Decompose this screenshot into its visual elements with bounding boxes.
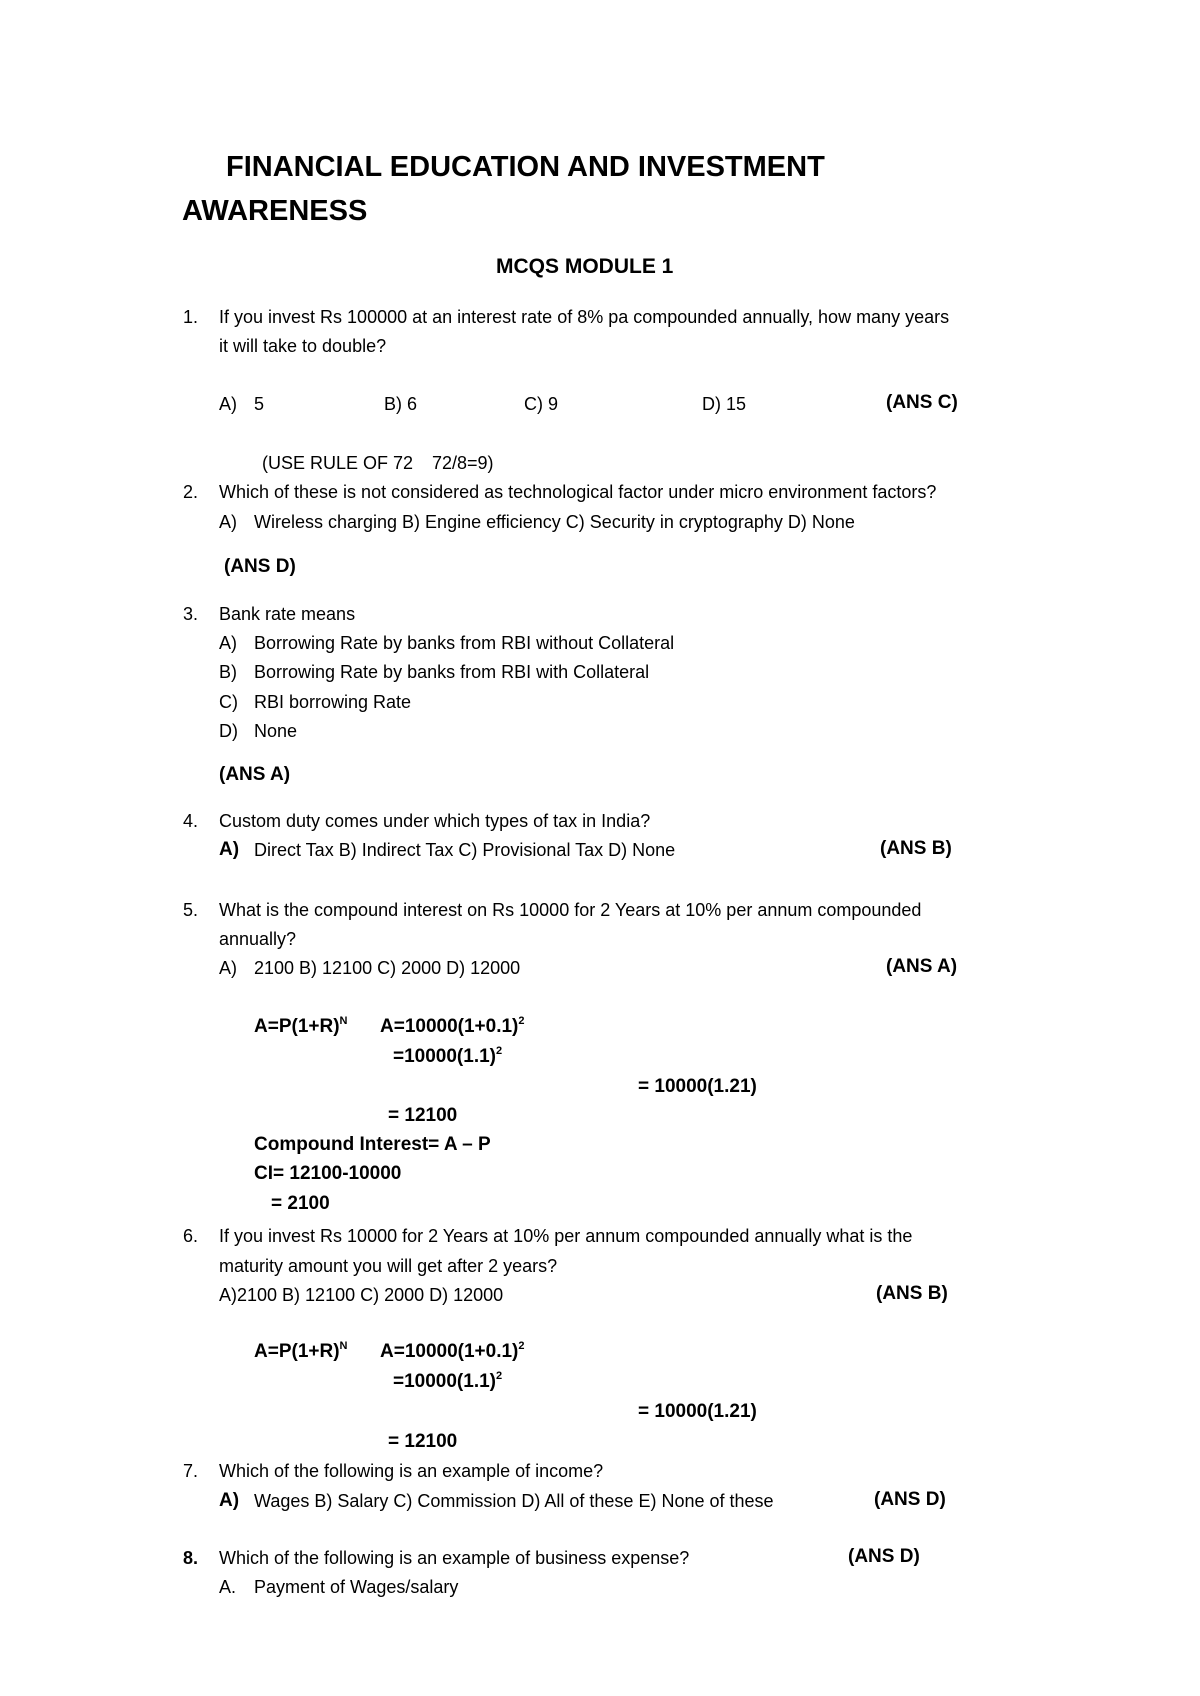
question-text: Custom duty comes under which types of tax in India? xyxy=(219,811,651,831)
hint-text: (USE RULE OF 72 xyxy=(262,453,414,473)
question-text: maturity amount you will get after 2 years? xyxy=(219,1256,558,1276)
option-letter: A) xyxy=(219,512,237,532)
title-line-1: FINANCIAL EDUCATION AND INVESTMENT xyxy=(226,151,825,183)
option-letter: A) xyxy=(219,394,237,414)
question-number: 6. xyxy=(183,1226,199,1246)
option-letter: A. xyxy=(219,1577,237,1597)
question-text: What is the compound interest on Rs 10000 for 2 Years at 10% per annum compounded xyxy=(219,900,922,920)
answer-label: (ANS D) xyxy=(848,1546,920,1567)
option-letter: A) xyxy=(219,839,240,860)
question-number: 5. xyxy=(183,900,199,920)
option-letter: C) xyxy=(219,692,238,712)
question-number: 1. xyxy=(183,307,199,327)
option-a: Borrowing Rate by banks from RBI without Collateral xyxy=(254,633,675,653)
question-text: it will take to double? xyxy=(219,336,387,356)
option-letter: A) xyxy=(219,1490,240,1511)
formula-line: $A=10000(1+0.1)^2$ xyxy=(380,1340,525,1362)
formula-line: = 2100 xyxy=(271,1193,330,1214)
answer-label: (ANS D) xyxy=(224,556,296,577)
formula-line: = 10000(1.21) xyxy=(638,1401,757,1422)
option-d: D) 15 xyxy=(702,394,747,414)
formula-line: = 12100 xyxy=(388,1431,458,1452)
options-text: Wireless charging B) Engine efficiency C) Security in cryptography D) None xyxy=(254,512,855,532)
formula-line: $A=P(1+R)^N$ xyxy=(254,1015,348,1037)
option-c: C) 9 xyxy=(524,394,559,414)
question-text: Which of the following is an example of income? xyxy=(219,1461,604,1481)
question-number: 4. xyxy=(183,811,199,831)
answer-label: (ANS C) xyxy=(886,392,958,413)
formula-line: $A=10000(1+0.1)^2$ xyxy=(380,1015,525,1037)
option-a: 5 xyxy=(254,394,265,414)
question-text: Bank rate means xyxy=(219,604,356,624)
question-text: Which of these is not considered as technological factor under micro environment factors? xyxy=(219,482,937,502)
option-c: RBI borrowing Rate xyxy=(254,692,412,712)
question-number: 3. xyxy=(183,604,199,624)
question-text: Which of the following is an example of business expense? xyxy=(219,1548,690,1568)
answer-label: (ANS A) xyxy=(886,956,958,977)
formula-line: = 10000(1.21) xyxy=(638,1076,757,1097)
option-b: Borrowing Rate by banks from RBI with Collateral xyxy=(254,662,650,682)
formula-line: $A=P(1+R)^N$ xyxy=(254,1340,348,1362)
formula-line: Compound Interest= A – P xyxy=(254,1134,491,1155)
answer-label: (ANS B) xyxy=(876,1283,948,1304)
options-text: Direct Tax B) Indirect Tax C) Provisional Tax D) None xyxy=(254,840,676,860)
question-text: If you invest Rs 100000 at an interest rate of 8% pa compounded annually, how many years xyxy=(219,307,950,327)
answer-label: (ANS D) xyxy=(874,1489,946,1510)
option-b: B) 6 xyxy=(384,394,418,414)
question-number: 8. xyxy=(183,1548,199,1568)
answer-label: (ANS A) xyxy=(219,764,291,785)
option-letter: A) xyxy=(219,958,237,978)
title-line-2: AWARENESS xyxy=(182,195,368,227)
formula-line: = 12100 xyxy=(388,1105,458,1126)
option-letter: A) xyxy=(219,633,237,653)
module-subtitle: MCQS MODULE 1 xyxy=(496,255,674,278)
hint-text: 72/8=9) xyxy=(432,453,494,473)
formula-line: CI= 12100-10000 xyxy=(254,1163,402,1184)
options-text: Wages B) Salary C) Commission D) All of these E) None of these xyxy=(254,1491,774,1511)
option-letter: B) xyxy=(219,662,237,682)
question-text: annually? xyxy=(219,929,297,949)
question-text: If you invest Rs 10000 for 2 Years at 10% per annum compounded annually what is the xyxy=(219,1226,913,1246)
option-letter: D) xyxy=(219,721,238,741)
question-number: 7. xyxy=(183,1461,199,1481)
answer-label: (ANS B) xyxy=(880,838,952,859)
question-number: 2. xyxy=(183,482,199,502)
options-text: A)2100 B) 12100 C) 2000 D) 12000 xyxy=(219,1285,504,1305)
formula-line: $=10000(1.1)^2$ xyxy=(393,1045,503,1067)
formula-line: $=10000(1.1)^2$ xyxy=(393,1370,503,1392)
option-d: None xyxy=(254,721,298,741)
option-a: Payment of Wages/salary xyxy=(254,1577,459,1597)
options-text: 2100 B) 12100 C) 2000 D) 12000 xyxy=(254,958,521,978)
